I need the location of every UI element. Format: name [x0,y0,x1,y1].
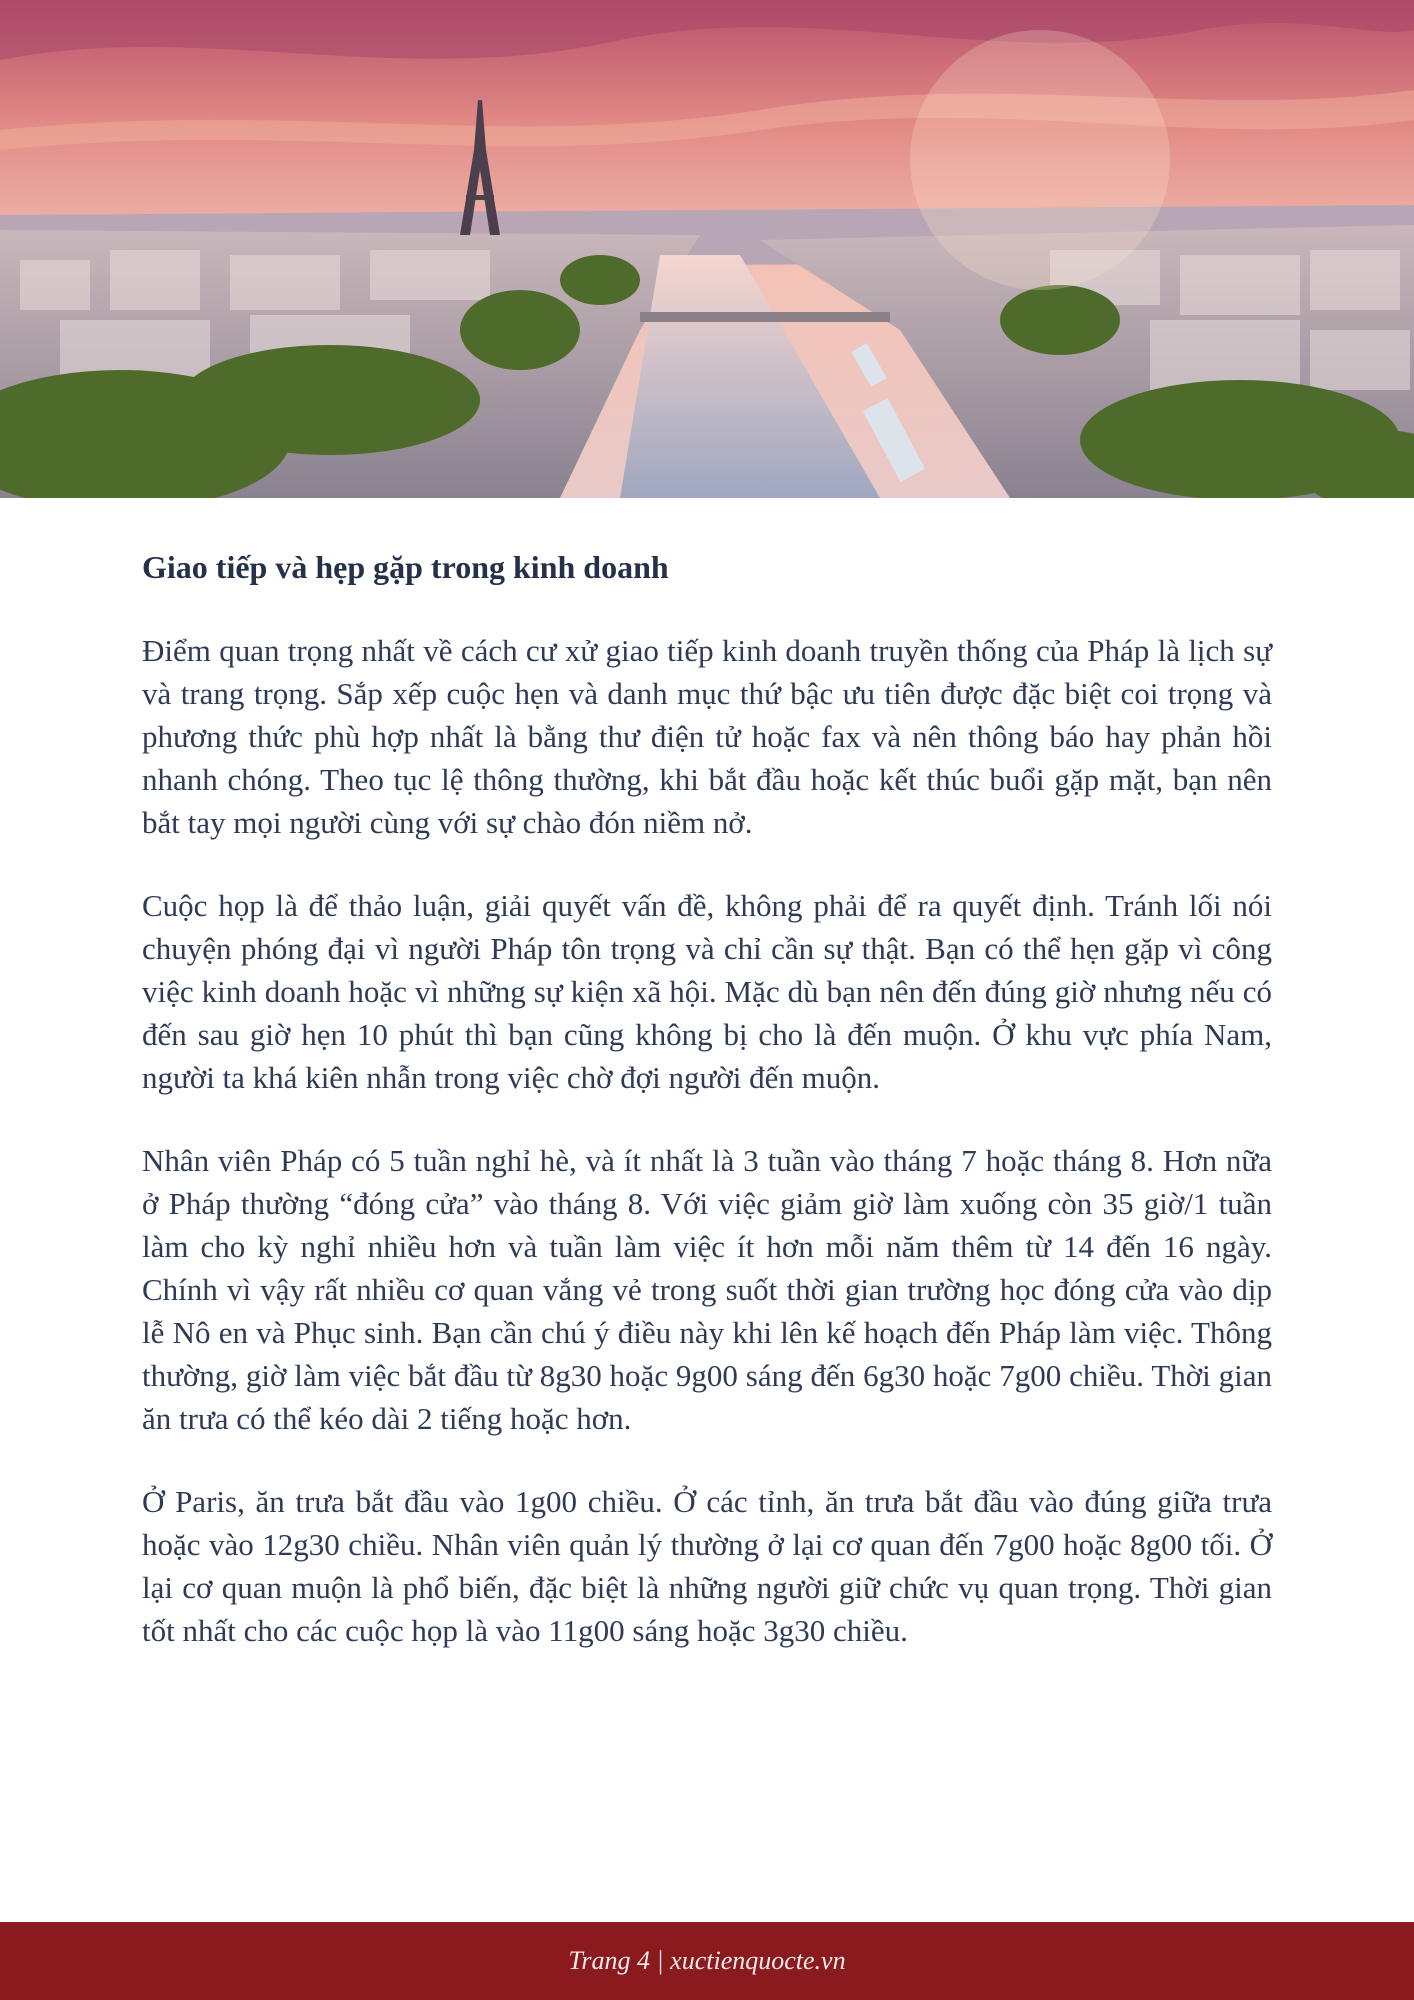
paragraph-1: Điểm quan trọng nhất về cách cư xử giao tiếp kinh doanh truyền thống của Pháp là lịch sự và trang trọng. Sắp xếp cuộc hẹn và danh mục thứ bậc ưu tiên được đặc biệt coi trọng và phương thức phù hợp nhất là bằng thư điện tử hoặc fax và nên thông báo hay phản hồi nhanh chóng. Theo tục lệ thông thường, khi bắt đầu hoặc kết thúc buổi gặp mặt, bạn nên bắt tay mọi người cùng với sự chào đón niềm nở. [142,633,1272,840]
paris-skyline-photo-icon [0,0,1414,498]
footer-text: Trang 4 | xuctienquocte.vn [568,1946,846,1975]
paragraph-2: Cuộc họp là để thảo luận, giải quyết vấn đề, không phải để ra quyết định. Tránh lối nói chuyện phóng đại vì người Pháp tôn trọng và chỉ cần sự thật. Bạn có thể hẹn gặp vì công việc kinh doanh hoặc vì những sự kiện xã hội. Mặc dù bạn nên đến đúng giờ nhưng nếu có đến sau giờ hẹn 10 phút thì bạn cũng không bị cho là đến muộn. Ở khu vực phía Nam, người ta khá kiên nhẫn trong việc chờ đợi người đến muộn. [142,888,1272,1095]
article-body [142,545,1272,1692]
page-footer [0,1922,1414,2000]
hero-photo [0,0,1414,498]
section-heading: Giao tiếp và hẹp gặp trong kinh doanh [142,549,669,585]
paragraph-4: Ở Paris, ăn trưa bắt đầu vào 1g00 chiều. Ở các tỉnh, ăn trưa bắt đầu vào đúng giữa trưa hoặc vào 12g30 chiều. Nhân viên quản lý thường ở lại cơ quan đến 7g00 hoặc 8g00 tối. Ở lại cơ quan muộn là phổ biến, đặc biệt là những người giữ chức vụ quan trọng. Thời gian tốt nhất cho các cuộc họp là vào 11g00 sáng hoặc 3g30 chiều. [142,1484,1272,1648]
paragraph-3: Nhân viên Pháp có 5 tuần nghỉ hè, và ít nhất là 3 tuần vào tháng 7 hoặc tháng 8. Hơn nữa ở Pháp thường “đóng cửa” vào tháng 8. Với việc giảm giờ làm xuống còn 35 giờ/1 tuần làm cho kỳ nghỉ nhiều hơn và tuần làm việc ít hơn mỗi năm thêm từ 14 đến 16 ngày. Chính vì vậy rất nhiều cơ quan vắng vẻ trong suốt thời gian trường học đóng cửa vào dịp lễ Nô en và Phục sinh. Bạn cần chú ý điều này khi lên kế hoạch đến Pháp làm việc. Thông thường, giờ làm việc bắt đầu từ 8g30 hoặc 9g00 sáng đến 6g30 hoặc 7g00 chiều. Thời gian ăn trưa có thể kéo dài 2 tiếng hoặc hơn. [142,1143,1272,1436]
